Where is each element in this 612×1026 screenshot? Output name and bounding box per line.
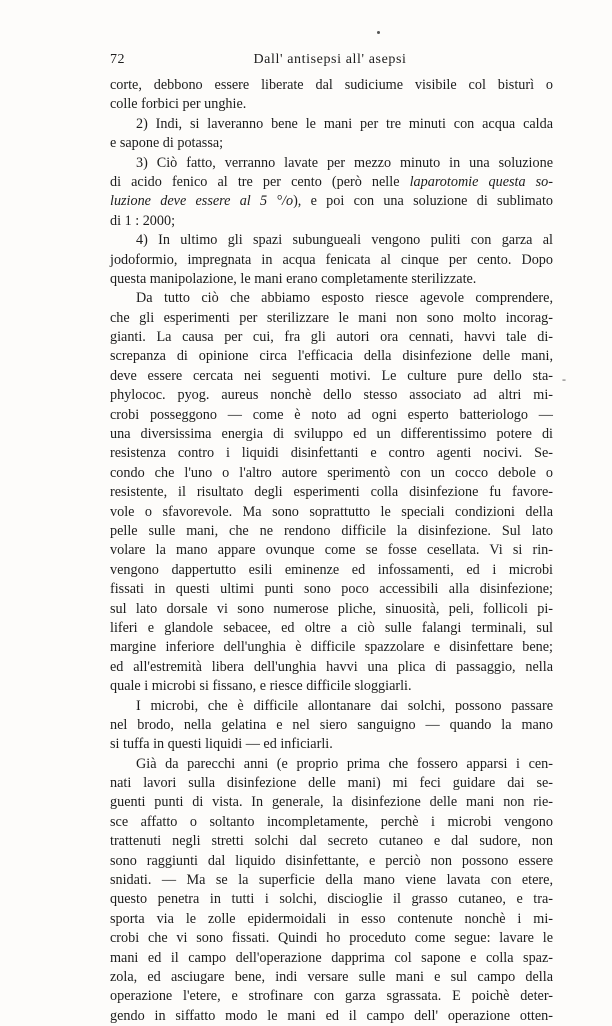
page-number: 72 — [110, 52, 125, 67]
text-line: pelle sulle mani, che ne rendono difficile la disinfezione. Sul lato — [110, 522, 553, 539]
text-line: Già da parecchi anni (e proprio prima che fossero apparsi i cen- — [136, 755, 553, 772]
text-line: questo penetra in tutti i solchi, discioglie il grasso cutaneo, e tra- — [110, 891, 553, 908]
text-line: corte, debbono essere liberate dal sudiciume visibile col bisturì o — [110, 77, 553, 93]
text-line: 2) Indi, si laveranno bene le mani per tre minuti con acqua calda — [136, 115, 553, 132]
text-line: deve essere cercata nei seguenti motivi. Le culture pure dello sta- — [110, 367, 553, 384]
text-line: trattenuti negli stretti solchi dal secreto cutaneo e dal sudore, non — [110, 833, 553, 850]
text-line: 3) Ciò fatto, verranno lavate per mezzo minuto in una soluzione — [136, 154, 553, 171]
ink-dot — [377, 31, 380, 34]
margin-mark: - — [562, 372, 566, 386]
text-line: crobi che vi sono fissati. Quindi ho proceduto come segue: lavare le — [110, 930, 553, 947]
text-line: jodoformio, impregnata in acqua fenicata al cinque per cento. Dopo — [110, 251, 553, 268]
text-line: vole o sfavorevole. Ma sono soprattutto le speciali condizioni della — [110, 503, 553, 520]
text-line: e sapone di potassa; — [110, 135, 224, 152]
text-line: 4) In ultimo gli spazi subungueali vengono puliti con garza al — [136, 232, 553, 249]
text-line: zola, ed asciugare bene, indi versare sulle mani e sul campo della — [110, 968, 553, 985]
text-line: resistente, il risultato degli esperimenti colla disinfezione fu favore- — [110, 484, 553, 501]
text-line: sul lato dorsale vi sono numerose pliche, sinuosità, peli, follicoli pi- — [110, 600, 553, 617]
text-line: di 1 : 2000; — [110, 212, 176, 229]
text-line: sce affatto o soltanto incompletamente, perchè i microbi vengono — [110, 813, 553, 830]
text-line: luzione deve essere al 5 °/o), e poi con una soluzione di sublimato — [110, 193, 553, 210]
text-line: condo che l'uno o l'altro autore sperimentò con un cocco debole o — [110, 464, 553, 481]
text-line: una diversissima energia di sviluppo ed un differentissimo potere di — [110, 426, 553, 443]
text-line: sporta via le zolle epidermoidali in esso contenute nonchè i mi- — [110, 910, 553, 927]
text-line: nati lavori sulla disinfezione delle mani) mi feci guidare dai se- — [110, 775, 553, 792]
text-line: sono raggiunti dal liquido disinfettante, e perciò non possono essere — [110, 852, 553, 869]
page-header — [110, 52, 550, 70]
text-line: guenti punti di vista. In generale, la disinfezione delle mani non rie- — [110, 794, 553, 811]
running-title: Dall' antisepsi all' asepsi — [253, 52, 407, 67]
text-line: Da tutto ciò che abbiamo esposto riesce agevole comprendere, — [136, 290, 553, 307]
text-line: crobi posseggono — come è noto ad ogni esperto batteriologo — — [110, 406, 553, 423]
body-text — [110, 76, 553, 1026]
text-line: si tuffa in questi liquidi — ed inficiarli. — [110, 736, 333, 753]
text-line: mani ed il campo dell'operazione dapprima col sapone e colla spaz- — [110, 949, 553, 966]
text-line: I microbi, che è difficile allontanare dai solchi, possono passare — [136, 697, 553, 714]
text-line: ed all'estremità libera dell'unghia havvi una plica di passaggio, nella — [110, 658, 553, 675]
text-line: vengono dappertutto esili eminenze ed infossamenti, ed i microbi — [110, 561, 553, 578]
text-line: volare la mano appare ovunque come se fosse cesellata. Vi si rin- — [110, 542, 553, 559]
text-line: gendo in siffatto modo le mani ed il campo dell' operazione otten- — [110, 1007, 553, 1024]
text-line: snidati. — Ma se la superficie della mano viene lavata con etere, — [110, 872, 553, 889]
text-line: questa manipolazione, le mani erano completamente sterilizzate. — [110, 270, 477, 287]
text-line: operazione l'etere, e strofinare con garza sgrassata. E poichè deter- — [110, 988, 553, 1005]
text-line: che gli esperimenti per sterilizzare le mani non sono molto incorag- — [110, 309, 553, 326]
text-line: resistenza contro i liquidi disinfettanti e contro agenti nocivi. Se- — [110, 445, 553, 462]
text-line: di acido fenico al tre per cento (però nelle laparotomie questa so- — [110, 173, 553, 190]
text-line: fissati in questi ultimi punti sono poco accessibili alla disinfezione; — [110, 581, 553, 598]
text-line: nel brodo, nella gelatina e nel siero sanguigno — quando la mano — [110, 716, 553, 733]
text-line: gianti. La causa per cui, fra gli autori ora cennati, havvi tale di- — [110, 329, 553, 346]
text-line: liferi e glandole sebacee, ed oltre a ciò sulle falangi terminali, sul — [110, 619, 553, 636]
text-line: quale i microbi si fissano, e riesce difficile sloggiarli. — [110, 678, 412, 695]
text-line: colle forbici per unghie. — [110, 96, 247, 113]
text-line: screpanza di opinione circa l'efficacia della disinfezione delle mani, — [110, 348, 553, 365]
text-line: phylococ. pyog. aureus nonchè dello stesso associato ad altri mi- — [110, 387, 553, 404]
text-line: margine inferiore dell'unghia è difficile spazzolare e disinfettare bene; — [110, 639, 553, 656]
